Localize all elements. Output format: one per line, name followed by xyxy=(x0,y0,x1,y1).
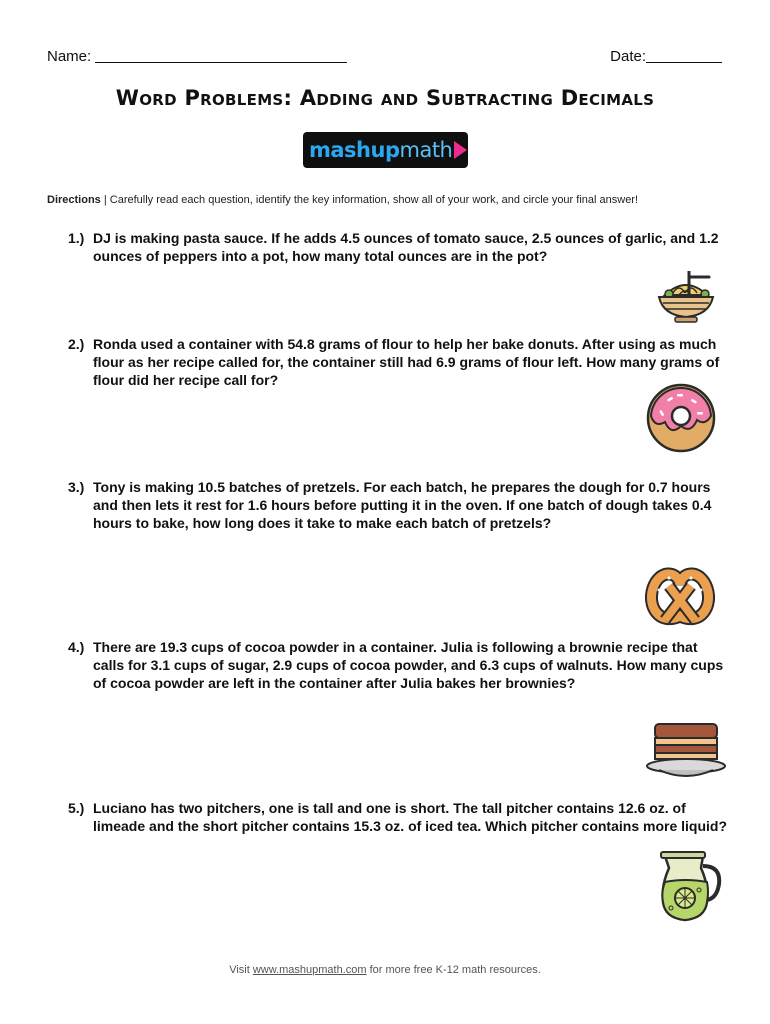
page-title: Word Problems: Adding and Subtracting Decimals xyxy=(115,86,655,110)
date-label: Date: xyxy=(610,48,646,65)
logo-text-mashup: mashup xyxy=(309,137,400,162)
footer xyxy=(0,964,770,976)
problem-5 xyxy=(68,799,728,835)
problem-2 xyxy=(68,335,728,389)
play-icon xyxy=(454,141,467,159)
pitcher-icon xyxy=(657,846,725,924)
problem-number: 3.) xyxy=(68,479,85,495)
date-field xyxy=(610,48,722,65)
footer-link[interactable]: www.mashupmath.com xyxy=(252,964,367,976)
footer-prefix: Visit xyxy=(229,964,253,976)
problem-text: Ronda used a container with 54.8 grams of flour to help her bake donuts. After using as much flour as her recipe called for, the container still had 6.9 grams of flour left. How many grams of flour did her recipe call for? xyxy=(93,336,720,388)
problem-text: Luciano has two pitchers, one is tall and one is short. The tall pitcher contains 12.6 oz. of limeade and the short pitcher contains 15.3 oz. of iced tea. Which pitcher contains more liquid? xyxy=(93,800,727,834)
name-label: Name: xyxy=(47,48,92,65)
logo-text-math: math xyxy=(399,137,453,162)
name-field xyxy=(47,48,347,65)
date-blank-line[interactable] xyxy=(646,48,722,63)
problem-number: 5.) xyxy=(68,800,85,816)
name-blank-line[interactable] xyxy=(95,48,347,63)
pasta-icon xyxy=(655,265,717,327)
directions-label: Directions xyxy=(47,194,101,206)
problem-text: DJ is making pasta sauce. If he adds 4.5 ounces of tomato sauce, 2.5 ounces of garlic, and 1.2 ounces of peppers into a pot, how many total ounces are in the pot? xyxy=(93,230,719,264)
directions xyxy=(47,194,737,206)
problem-text: There are 19.3 cups of cocoa powder in a container. Julia is following a brownie recipe that calls for 3.1 cups of sugar, 2.9 cups of cocoa powder, and 6.3 cups of walnuts. How many cups of cocoa powder are left in the container after Julia bakes her brownies? xyxy=(93,639,724,691)
problem-text: Tony is making 10.5 batches of pretzels. For each batch, he prepares the dough for 0.7 hours and then lets it rest for 1.6 hours before putting it in the oven. If one batch of dough takes 0.4 hours to bake, how long does it take to make each batch of pretzels? xyxy=(93,479,712,531)
problem-3 xyxy=(68,478,728,532)
problem-1 xyxy=(68,229,728,265)
problem-number: 4.) xyxy=(68,639,85,655)
cake-icon xyxy=(645,720,727,782)
problem-number: 1.) xyxy=(68,230,85,246)
problem-4 xyxy=(68,638,728,692)
problem-number: 2.) xyxy=(68,336,85,352)
footer-suffix: for more free K-12 math resources. xyxy=(366,964,541,976)
pretzel-icon xyxy=(645,560,715,628)
directions-text: | Carefully read each question, identify the key information, show all of your work, and circle your final answer! xyxy=(100,194,639,206)
mashupmath-logo xyxy=(303,132,468,168)
donut-icon xyxy=(645,382,717,454)
